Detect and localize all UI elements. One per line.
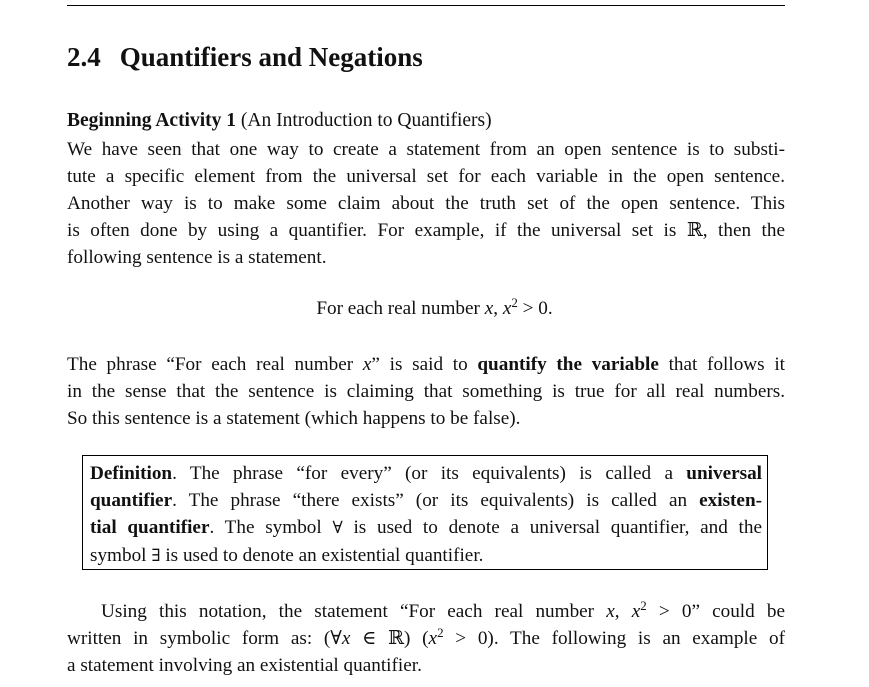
section-heading <box>67 42 423 73</box>
exists-symbol: ∃ <box>151 546 161 566</box>
definition-line: Definition. The phrase “for every” (or its equivalents) is called a universal <box>90 463 762 484</box>
definition-text <box>90 460 762 570</box>
forall-symbol: ∀ <box>332 518 343 538</box>
explanation-line: The phrase “For each real number x” is said to quantify the variable that follows it <box>67 354 785 375</box>
closing-line: written in symbolic form as: (∀x ∈ ℝ) $(x^2 > 0)$. The following is an example of <box>67 625 785 649</box>
display-equation: For each real number x, $x^2 > 0$. <box>316 295 553 319</box>
top-rule <box>67 5 785 6</box>
definition-line: tial quantifier. The symbol ∀ is used to denote a universal quantifier, and the <box>90 517 762 538</box>
activity-line: Another way is to make some claim about the truth set of the open sentence. This <box>67 193 785 214</box>
explanation-paragraph <box>67 351 785 432</box>
definition-line: quantifier. The phrase “there exists” (or its equivalents) is called an existen- <box>90 490 762 511</box>
closing-line: a statement involving an existential quantifier. <box>67 655 422 676</box>
explanation-line: So this sentence is a statement (which happens to be false). <box>67 408 521 429</box>
symbolic-form: (∀x ∈ ℝ) $(x^2 > 0)$ <box>323 625 494 649</box>
closing-paragraph <box>67 598 785 679</box>
activity-heading <box>67 110 492 132</box>
definition-box <box>82 455 768 570</box>
activity-heading-bold: Beginning Activity 1 <box>67 110 237 131</box>
closing-line: Using this notation, the statement “For each real number x, $x^2 > 0$” could be <box>101 598 785 622</box>
activity-line: following sentence is a statement. <box>67 247 327 268</box>
activity-heading-paren: (An Introduction to Quantifiers) <box>240 110 492 131</box>
explanation-line: in the sense that the sentence is claiming that something is true for all real numbers. <box>67 381 785 402</box>
activity-line: We have seen that one way to create a statement from an open sentence is to substi- <box>67 139 785 160</box>
definition-line: symbol ∃ is used to denote an existential quantifier. <box>90 545 484 566</box>
activity-paragraph <box>67 136 785 271</box>
section-title: Quantifiers and Negations <box>119 42 423 72</box>
activity-line: tute a specific element from the universal set for each variable in the open sentence. <box>67 166 785 187</box>
section-number: 2.4 <box>67 42 101 72</box>
activity-line: is often done by using a quantifier. For example, if the universal set is ℝ, then the <box>67 220 785 241</box>
